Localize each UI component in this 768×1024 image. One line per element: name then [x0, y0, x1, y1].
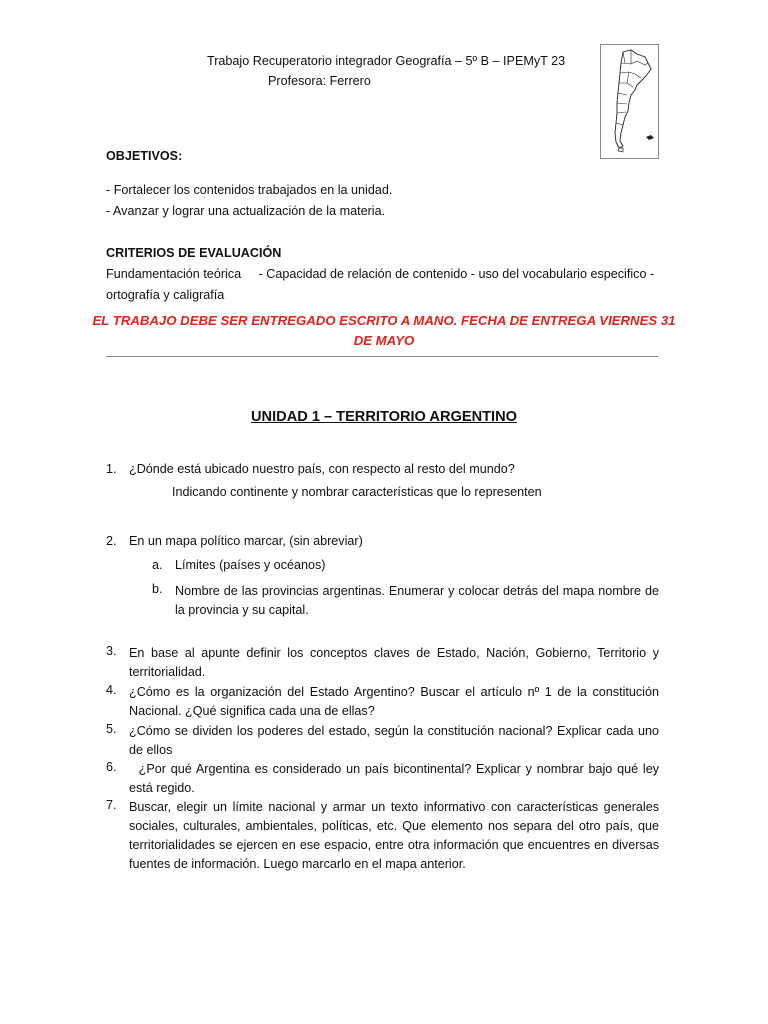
- question-text: ¿Cómo es la organización del Estado Argentino? Buscar el artículo nº 1 de la constitución Nacional. ¿Qué significa cada una de ellas?: [129, 685, 659, 718]
- sub-item-letter: a.: [152, 558, 163, 572]
- criterios-heading: CRITERIOS DE EVALUACIÓN: [106, 246, 282, 260]
- question-text: En un mapa político marcar, (sin abreviar): [129, 534, 363, 548]
- question-text: ¿Dónde está ubicado nuestro país, con respecto al resto del mundo?: [129, 462, 515, 476]
- question-number: 7.: [106, 798, 117, 812]
- sub-item-text: Límites (países y océanos): [175, 558, 326, 572]
- question-number: 6.: [106, 760, 117, 774]
- delivery-notice-date: DE MAYO: [353, 333, 415, 348]
- criterios-line: Fundamentación teórica - Capacidad de relación de contenido - uso del vocabulario especifico -: [106, 267, 655, 281]
- delivery-notice: EL TRABAJO DEBE SER ENTREGADO ESCRITO A MANO. FECHA DE ENTREGA VIERNES 31: [92, 313, 676, 328]
- question-text: ¿Por qué Argentina es considerado un país bicontinental? Explicar y nombrar bajo qué ley está regido.: [129, 762, 663, 795]
- question-number: 2.: [106, 534, 117, 548]
- question-number: 3.: [106, 644, 117, 658]
- question-text: En base al apunte definir los conceptos claves de Estado, Nación, Gobierno, Territorio y territorialidad.: [129, 646, 659, 679]
- header-teacher: Profesora: Ferrero: [268, 74, 371, 88]
- objetivo-item: - Avanzar y lograr una actualización de la materia.: [106, 204, 386, 218]
- sub-item-letter: b.: [152, 582, 163, 596]
- question-text: Buscar, elegir un límite nacional y armar un texto informativo con características generales sociales, culturales, ambientales, políticas, etc. Que elemento nos separa del otro país, que territorialidades se ejercen en ese espacio, entre otra información que encuentres en diversas fuentes de información. Luego marcarlo en el mapa anterior.: [129, 800, 659, 871]
- header-title: Trabajo Recuperatorio integrador Geografía – 5º B – IPEMyT 23: [207, 54, 566, 68]
- question-text: ¿Cómo se dividen los poderes del estado, según la constitución nacional? Explicar cada uno de ellos: [129, 724, 659, 757]
- divider: [106, 356, 658, 357]
- sub-item-text: Nombre de las provincias argentinas. Enumerar y colocar detrás del mapa nombre de la provincia y su capital.: [175, 584, 659, 617]
- unit-title: UNIDAD 1 – TERRITORIO ARGENTINO: [251, 409, 517, 425]
- objetivos-heading: OBJETIVOS:: [106, 149, 183, 163]
- criterios-line: ortografía y caligrafía: [106, 288, 225, 302]
- question-number: 5.: [106, 722, 117, 736]
- question-number: 4.: [106, 683, 117, 697]
- argentina-map-icon: [600, 44, 659, 159]
- question-number: 1.: [106, 462, 117, 476]
- question-subtext: Indicando continente y nombrar características que lo representen: [172, 485, 542, 499]
- objetivo-item: - Fortalecer los contenidos trabajados en la unidad.: [106, 183, 393, 197]
